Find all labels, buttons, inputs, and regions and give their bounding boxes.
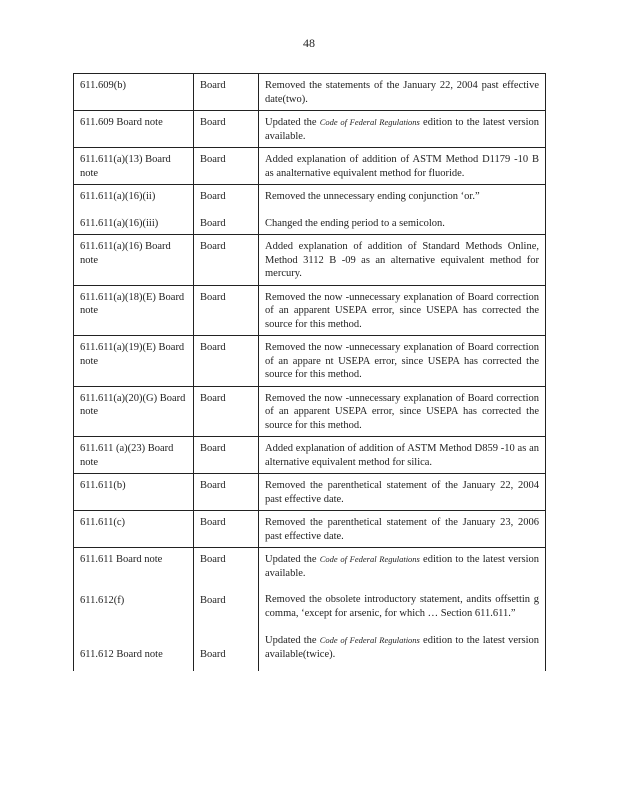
change-line [265,634,539,667]
change-cell: Removed the parenthetical statement of the January 22, 2004 past effective date. [259,474,546,511]
section-cell: 611.609 Board note [74,111,194,148]
by-cell: Board [194,386,259,437]
section-cell: 611.609(b) [74,74,194,111]
section-cell: 611.611(a)(13) Board note [74,148,194,185]
table-row [74,336,546,387]
by-cell: Board [194,511,259,548]
by-cell: Board [194,111,259,148]
change-cell [259,185,546,235]
section-cell [74,548,194,672]
section-cell: 611.611 (a)(23) Board note [74,437,194,474]
by-cell [194,548,259,672]
cfr-title: Code of Federal Regulations [319,117,420,127]
change-text: Updated the [265,117,320,128]
table-row [74,74,546,111]
change-text: edition to the latest version available. [265,554,539,579]
table-row [74,235,546,286]
change-cell: Added explanation of addition of ASTM Method D1179 -10 B as analternative equivalent method for fluoride. [259,148,546,185]
change-text: Updated the [265,554,320,565]
by-cell: Board [194,148,259,185]
by-cell: Board [194,437,259,474]
section-cell: 611.611(b) [74,474,194,511]
section-cell: 611.611(a)(20)(G) Board note [74,386,194,437]
by-cell: Board [194,285,259,336]
by-line: Board [200,554,226,565]
change-cell: Added explanation of addition of Standard Methods Online, Method 3112 B -09 as an alternative equivalent method for mercury. [259,235,546,286]
change-cell: Removed the now -unnecessary explanation of Board correction of an appare nt USEPA error, since USEPA has corrected the source for this method. [259,336,546,387]
table-row [74,111,546,148]
cfr-title: Code of Federal Regulations [319,635,420,645]
by-line: Board [200,649,226,660]
table-row [74,474,546,511]
change-line: Removed the unnecessary ending conjunction ‘or.” [265,191,480,202]
by-line: Board [200,217,226,229]
table-row [74,148,546,185]
table-row [74,511,546,548]
table-row [74,185,546,235]
section-cell: 611.611(a)(18)(E) Board note [74,285,194,336]
section-cell: 611.611(a)(16) Board note [74,235,194,286]
amendments-table [73,73,546,671]
cfr-title: Code of Federal Regulations [319,554,420,564]
section-line: 611.611(a)(16)(iii) [80,217,159,229]
change-text: edition to the latest version available. [265,117,539,142]
section-line: 611.611 Board note [80,554,163,565]
change-cell [259,548,546,672]
change-cell: Removed the parenthetical statement of the January 23, 2006 past effective date. [259,511,546,548]
table-row [74,548,546,672]
section-line: 611.611(a)(16)(ii) [80,191,156,202]
by-line: Board [200,594,226,606]
by-cell: Board [194,74,259,111]
by-line: Board [200,191,226,202]
section-cell: 611.611(c) [74,511,194,548]
section-line: 611.612 Board note [80,649,163,660]
change-line: Changed the ending period to a semicolon. [265,217,445,229]
change-text: Updated the [265,635,320,646]
section-cell: 611.611(a)(19)(E) Board note [74,336,194,387]
change-cell: Removed the now -unnecessary explanation of Board correction of an apparent USEPA error, since USEPA has corrected the source for this method. [259,285,546,336]
section-line: 611.612(f) [80,594,125,606]
section-cell [74,185,194,235]
table-row [74,285,546,336]
by-cell: Board [194,235,259,286]
change-text: edition to the latest version available(twice). [265,635,539,660]
page-number: 48 [303,36,315,50]
change-line: Removed the obsolete introductory statement, andits offsettin g comma, ‘except for arsenic, for which … Section 611.611.” [265,594,539,619]
change-cell: Removed the statements of the January 22, 2004 past effective date(two). [259,74,546,111]
by-cell: Board [194,336,259,387]
table-row [74,386,546,437]
change-line [265,553,539,580]
change-cell: Removed the now -unnecessary explanation of Board correction of an apparent USEPA error, since USEPA has corrected the source for this method. [259,386,546,437]
table-row [74,437,546,474]
change-cell [259,111,546,148]
by-cell: Board [194,474,259,511]
change-cell: Added explanation of addition of ASTM Method D859 -10 as an alternative equivalent method for silica. [259,437,546,474]
by-cell [194,185,259,235]
